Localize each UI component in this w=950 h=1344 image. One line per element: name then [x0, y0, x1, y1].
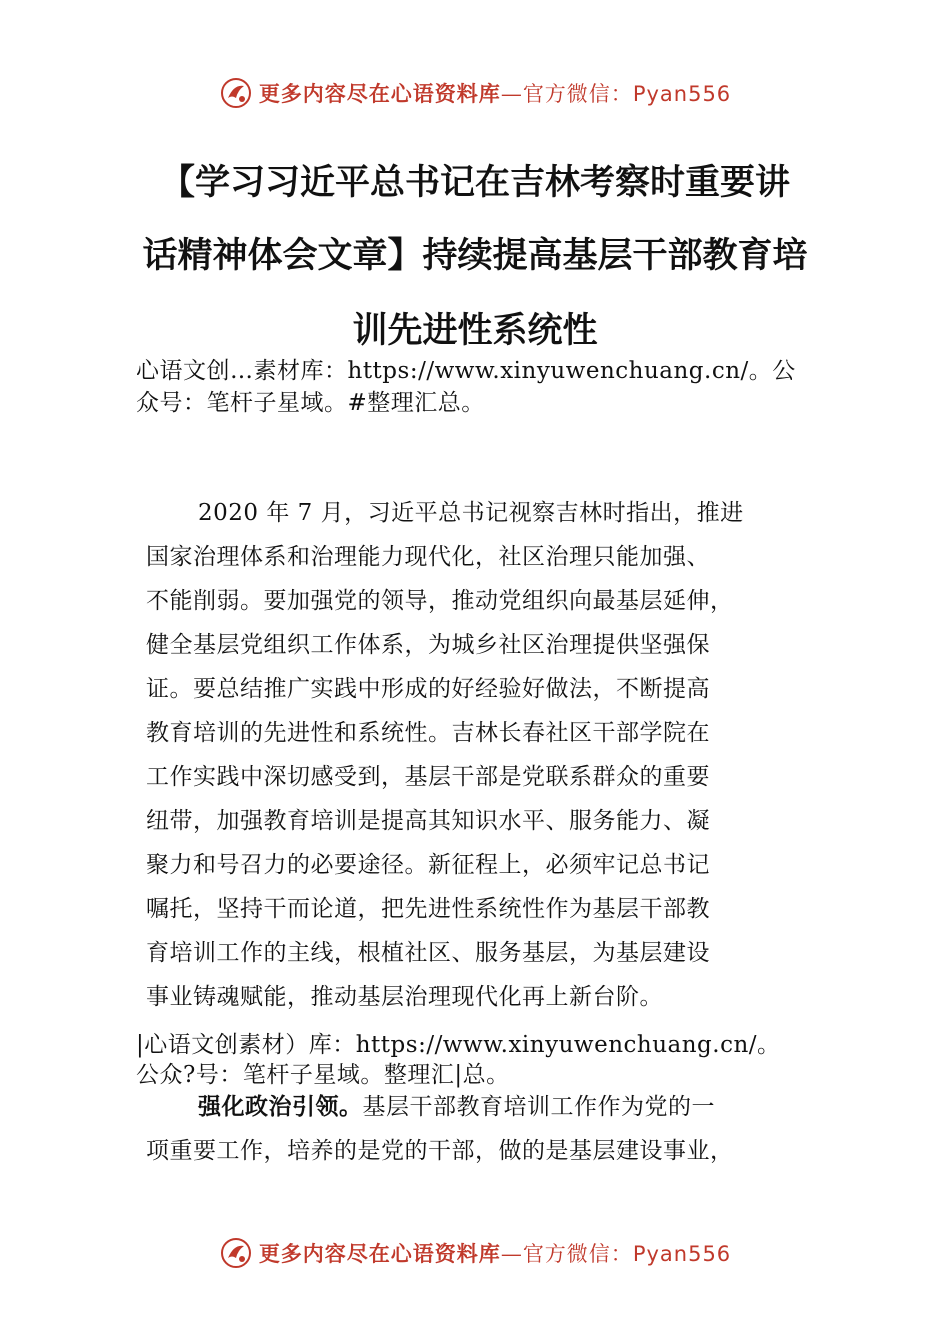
header-banner-emphasis: 更多内容尽在心语资料库 [258, 81, 501, 106]
source-note-1-line-1: 心语文创…素材库：https://www.xinyuwenchuang.cn/。公 [136, 358, 796, 384]
footer-banner-wechat-id: Pyan556 [632, 1242, 732, 1266]
footer-banner-wechat-label: 官方微信： [522, 1242, 633, 1266]
header-banner-text [259, 78, 731, 108]
paragraph-1-line: 证。要总结推广实践中形成的好经验好做法，不断提高 [146, 676, 710, 702]
footer-banner-emphasis: 更多内容尽在心语资料库 [258, 1241, 501, 1266]
paragraph-1-line: 聚力和号召力的必要途径。新征程上，必须牢记总书记 [146, 852, 710, 878]
xinyu-logo-icon [219, 1236, 253, 1270]
footer-banner-text [259, 1238, 731, 1268]
header-banner-wechat-label: 官方微信： [522, 82, 633, 106]
paragraph-2-line-2: 项重要工作，培养的是党的干部，做的是基层建设事业， [146, 1138, 734, 1164]
header-banner-wechat-id: Pyan556 [632, 82, 732, 106]
paragraph-1-line: 工作实践中深切感受到，基层干部是党联系群众的重要 [146, 764, 710, 790]
document-title-line-1: 【学习习近平总书记在吉林考察时重要讲 [159, 163, 790, 203]
document-title-line-3: 训先进性系统性 [352, 311, 598, 351]
footer-banner [0, 1233, 950, 1273]
source-note-2-line-1: |心语文创素材）库：https://www.xinyuwenchuang.cn/。 [136, 1032, 781, 1058]
document-title-line-2: 话精神体会文章】持续提高基层干部教育培 [142, 236, 808, 276]
footer-banner-dash: — [500, 1242, 523, 1266]
paragraph-1-line: 纽带，加强教育培训是提高其知识水平、服务能力、凝 [146, 808, 710, 834]
source-note-2-line-2: 公众?号：笔杆子星域。整理汇|总。 [136, 1062, 510, 1088]
paragraph-1-line: 国家治理体系和治理能力现代化，社区治理只能加强、 [146, 544, 710, 570]
source-note-1-line-2: 众号：笔杆子星域。#整理汇总。 [136, 390, 485, 416]
paragraph-1-line: 教育培训的先进性和系统性。吉林长春社区干部学院在 [146, 720, 710, 746]
xinyu-logo-icon [219, 76, 253, 110]
paragraph-2-lead: 强化政治引领。 [198, 1094, 363, 1120]
header-banner-dash: — [500, 82, 523, 106]
header-banner [0, 73, 950, 113]
paragraph-1-line: 2020 年 7 月，习近平总书记视察吉林时指出，推进 [198, 500, 744, 526]
paragraph-1-line: 嘱托，坚持干而论道，把先进性系统性作为基层干部教 [146, 896, 710, 922]
paragraph-1-line: 健全基层党组织工作体系，为城乡社区治理提供坚强保 [146, 632, 710, 658]
paragraph-2-line-1-rest: 基层干部教育培训工作作为党的一 [362, 1094, 715, 1120]
paragraph-1-line: 不能削弱。要加强党的领导，推动党组织向最基层延伸， [146, 588, 734, 614]
paragraph-2-line-1 [198, 1088, 715, 1121]
paragraph-1-line: 事业铸魂赋能，推动基层治理现代化再上新台阶。 [146, 984, 663, 1010]
paragraph-1-line: 育培训工作的主线，根植社区、服务基层，为基层建设 [146, 940, 710, 966]
